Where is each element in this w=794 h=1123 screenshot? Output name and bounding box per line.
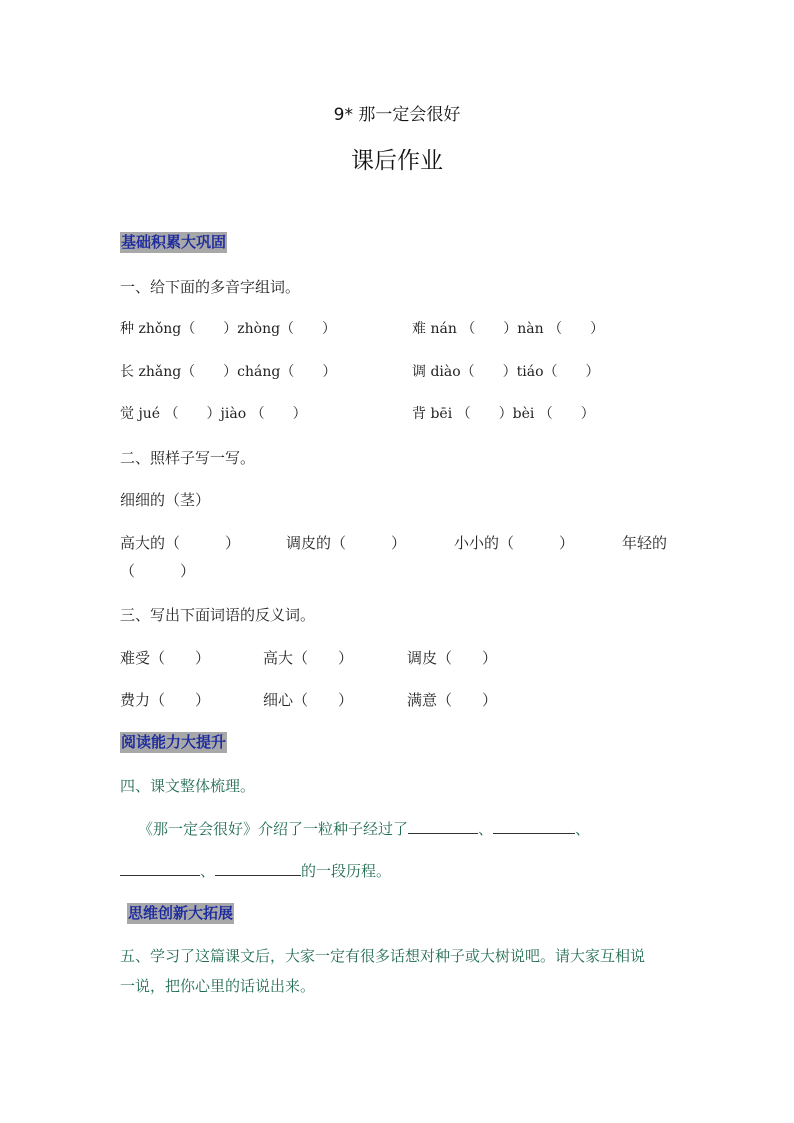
q2-items (120, 532, 680, 552)
q1-item: 背 bēi （ ）bèi （ ） (412, 406, 595, 422)
answer-blank[interactable] (215, 861, 301, 876)
section-reading-heading: 阅读能力大提升 (121, 733, 227, 751)
answer-blank[interactable] (120, 861, 200, 876)
lesson-title: 9* 那一定会很好 (333, 105, 461, 125)
q2-item: 高大的（ ） (120, 534, 241, 552)
section-thinking-heading: 思维创新大拓展 (128, 904, 234, 922)
q3-item: 满意（ ） (407, 691, 498, 709)
q1-item: 觉 jué （ ）jiào （ ） (120, 406, 307, 422)
q3-item: 细心（ ） (263, 691, 354, 709)
q3-row-1 (120, 647, 540, 667)
q2-item: 年轻的 (622, 534, 668, 552)
q2-item: 调皮的（ ） (286, 534, 407, 552)
q4-line-1 (138, 818, 590, 839)
q4-text-end: 的一段历程。 (301, 862, 392, 880)
question-1-prompt: 一、给下面的多音字组词。 (120, 278, 301, 296)
q1-item: 难 nán （ ）nàn （ ） (412, 321, 605, 337)
q1-item: 长 zhǎng（ ）cháng（ ） (120, 364, 337, 380)
page-title: 课后作业 (351, 148, 443, 174)
question-2-prompt: 二、照样子写一写。 (120, 449, 256, 467)
question-5-line-1: 五、学习了这篇课文后，大家一定有很多话想对种子或大树说吧。请大家互相说 (120, 947, 646, 965)
separator: 、 (575, 820, 591, 838)
question-4-prompt: 四、课文整体梳理。 (120, 777, 256, 795)
q3-item: 难受（ ） (120, 649, 211, 667)
q1-item: 调 diào（ ）tiáo（ ） (412, 364, 600, 380)
q1-item: 种 zhǒng（ ）zhòng（ ） (120, 321, 337, 337)
separator: 、 (200, 862, 216, 880)
section-basic-heading: 基础积累大巩固 (121, 233, 227, 251)
question-3-prompt: 三、写出下面词语的反义词。 (120, 606, 316, 624)
q3-item: 费力（ ） (120, 691, 211, 709)
q3-item: 调皮（ ） (407, 649, 498, 667)
q2-item: 小小的（ ） (454, 534, 575, 552)
q4-text: 《那一定会很好》介绍了一粒种子经过了 (138, 820, 409, 838)
answer-blank[interactable] (408, 819, 478, 834)
question-5-line-2: 一说，把你心里的话说出来。 (120, 977, 316, 995)
answer-blank[interactable] (493, 819, 575, 834)
q2-wrap: （ ） (120, 562, 196, 580)
q3-row-2 (120, 689, 540, 709)
q4-line-2 (120, 860, 391, 881)
q1-row-2 (120, 361, 720, 381)
q2-example: 细细的（茎） (120, 491, 211, 509)
q1-row-1 (120, 318, 720, 338)
separator: 、 (478, 820, 494, 838)
q1-row-3 (120, 403, 720, 423)
q3-item: 高大（ ） (263, 649, 354, 667)
